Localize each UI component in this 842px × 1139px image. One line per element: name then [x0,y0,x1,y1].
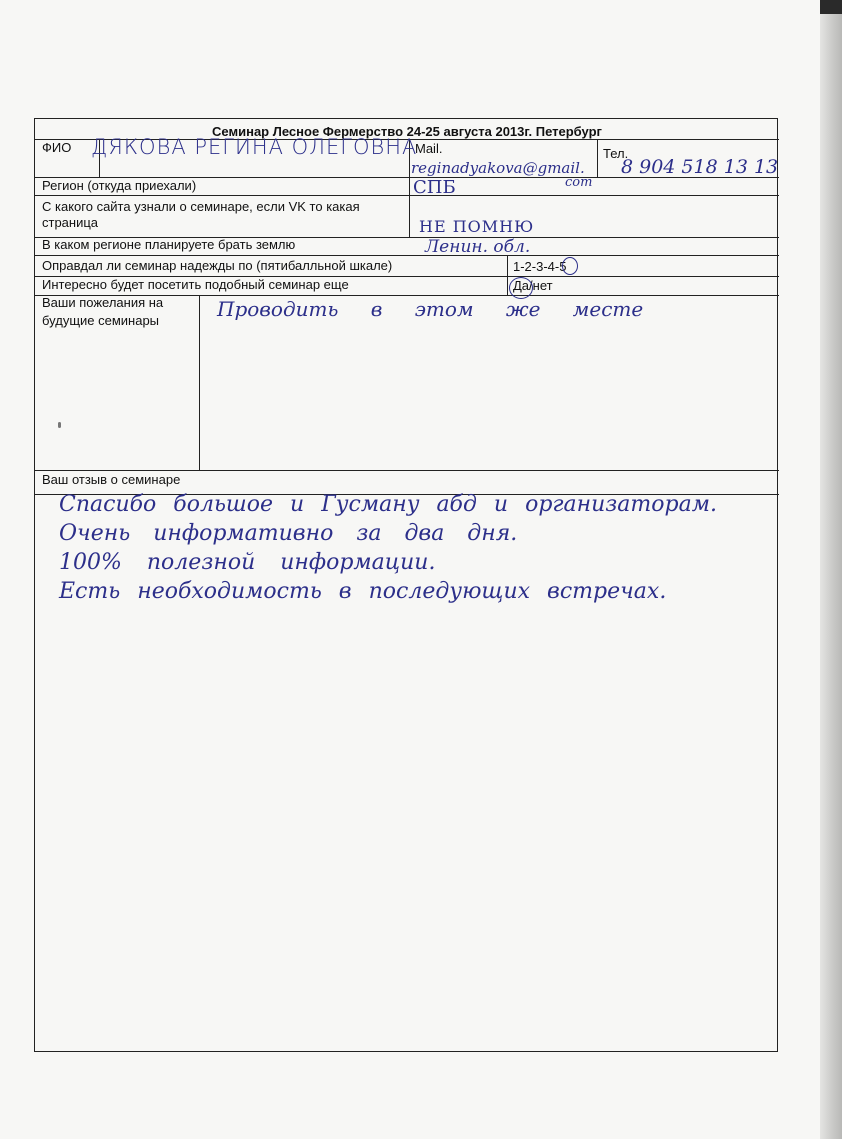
page-edge-shadow [820,0,842,1139]
answer-mail-line2: com [565,175,593,190]
answer-review-line-4: Есть необходимость в последующих встречах. [59,579,667,604]
label-mail: Mail. [415,141,443,156]
seminar-feedback-form [34,118,778,1052]
answer-review-line-1: Спасибо большое и Гусману абд и организаторам. [59,492,717,517]
answer-review-line-2: Очень информативно за два дня. [59,521,518,546]
col-options [507,255,508,295]
rule-wishes [35,470,779,471]
selected-yes-circle [509,277,533,299]
col-wishes [199,295,200,470]
label-wishes: Ваши пожелания на будущие семинары [42,295,164,328]
label-region: Регион (откуда приехали) [42,178,197,193]
selected-score-circle [562,257,578,275]
answer-fio: ДЯКОВА РЕГИНА ОЛЕГОВНА [91,135,418,159]
answer-region: СПБ [413,177,456,198]
ink-dot [58,422,61,428]
label-site: С какого сайта узнали о семинаре, если VK то какая страница [42,199,360,230]
label-review: Ваш отзыв о семинаре [42,472,181,487]
label-fio: ФИО [42,140,72,155]
rule-land [35,255,779,256]
answer-land-region: Ленин. обл. [425,237,531,257]
form-title: Семинар Лесное Фермерство 24-25 августа 2013г. Петербург [212,124,602,139]
answer-site: НЕ ПОМНЮ [419,217,535,236]
col-tel [597,139,598,177]
answer-review-line-3: 100% полезной информации. [59,550,436,575]
scale-options: 1-2-3-4-5 [513,259,567,274]
label-land-region: В каком регионе планируете брать землю [42,237,296,252]
rule-region [35,195,779,196]
answer-wishes: Проводить в этом же месте [217,297,644,321]
label-expectations: Оправдал ли семинар надежды по (пятибалльной шкале) [42,258,393,273]
answer-mail-line1: reginadyakova@gmail. [411,159,585,177]
label-tel: Тел. [603,146,629,161]
label-interest: Интересно будет посетить подобный семинар еще [42,277,349,292]
yes-no-options: Да/нет [513,278,553,293]
answer-tel: 8 904 518 13 13 [621,156,779,178]
page-edge-corner [820,0,842,14]
